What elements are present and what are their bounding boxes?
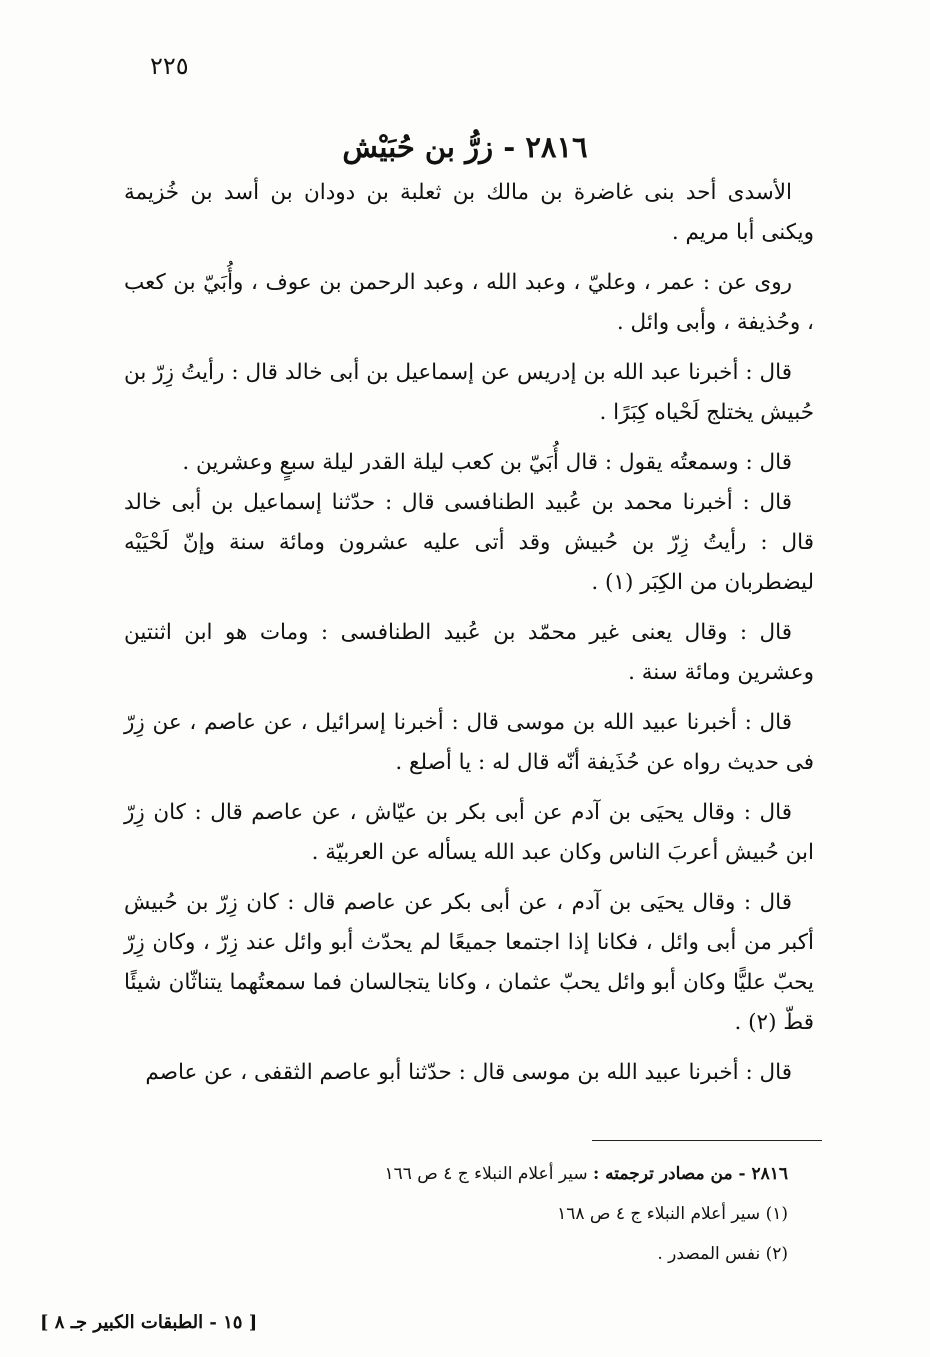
paragraph-report: قال : أخبرنا محمد بن عُبيد الطنافسى قال : حدّثنا إسماعيل بن أبى خالد قال : رأيتُ زِرّ بن حُبيش وقد أتى عليه عشرون ومائة سنة وإنّ لَحْيَيْه ليضطربان من الكِبَر (١) . [124, 490, 814, 595]
paragraph-report: قال : أخبرنا عبيد الله بن موسى قال : حدّثنا أبو عاصم الثقفى ، عن عاصم [145, 1060, 792, 1085]
paragraph-report: قال : وقال يحيَى بن آدم عن أبى بكر بن عيّاش ، عن عاصم قال : كان زِرّ ابن حُبيش أعربَ الناس وكان عبد الله يسأله عن العربيّة . [124, 800, 814, 865]
book-signature: [ ١٥ - الطبقات الكبير جـ ٨ ] [40, 1312, 258, 1333]
footnote-sources-text: سير أعلام النبلاء ج ٤ ص ١٦٦ [384, 1164, 588, 1184]
paragraph-report: قال : وقال يعنى غير محمّد بن عُبيد الطنافسى : ومات هو ابن اثنتين وعشرين ومائة سنة . [124, 620, 814, 685]
page-number: ٢٢٥ [150, 52, 189, 80]
paragraph-lineage: الأسدى أحد بنى غاضرة بن مالك بن ثعلبة بن دودان بن أسد بن خُزيمة ويكنى أبا مريم . [124, 180, 814, 245]
footnote-divider [592, 1140, 822, 1141]
entry-title: ٢٨١٦ - زرُّ بن حُبَيْش [342, 130, 588, 164]
paragraph-narrated-from: روى عن : عمر ، وعليّ ، وعبد الله ، وعبد الرحمن بن عوف ، وأُبَيّ بن كعب ، وحُذيفة ، وأبى وائل . [124, 270, 814, 335]
paragraph-report: قال : أخبرنا عبد الله بن إدريس عن إسماعيل بن أبى خالد قال : رأيتُ زِرّ بن حُبيش يختلج لَحْياه كِبَرًا . [124, 360, 814, 425]
paragraph-report: قال : وقال يحيَى بن آدم ، عن أبى بكر عن عاصم قال : كان زِرّ بن حُبيش أكبر من أبى وائل ، فكانا إذا اجتمعا جميعًا لم يحدّث أبو وائل عند زِرّ ، وكان زِرّ يحبّ عليًّا وكان أبو وائل يحبّ عثمان ، وكانا يتجالسان فما سمعتُهما يتناثّان شيئًا قطّ (٢) . [124, 890, 814, 1035]
footnote-sources-label: ٢٨١٦ - من مصادر ترجمته : [592, 1164, 788, 1184]
footnote-2: (٢) نفس المصدر . [657, 1244, 788, 1264]
entry-body [124, 173, 814, 1103]
footnote-1: (١) سير أعلام النبلاء ج ٤ ص ١٦٨ [557, 1204, 788, 1224]
footnotes [300, 1154, 788, 1274]
paragraph-report: قال : وسمعتُه يقول : قال أُبَيّ بن كعب ليلة القدر ليلة سبعٍ وعشرين . [182, 450, 792, 475]
paragraph-report: قال : أخبرنا عبيد الله بن موسى قال : أخبرنا إسرائيل ، عن عاصم ، عن زِرّ فى حديث رواه عن حُذَيفة أنّه قال له : يا أصلع . [124, 710, 814, 775]
footnote-sources [300, 1154, 788, 1194]
